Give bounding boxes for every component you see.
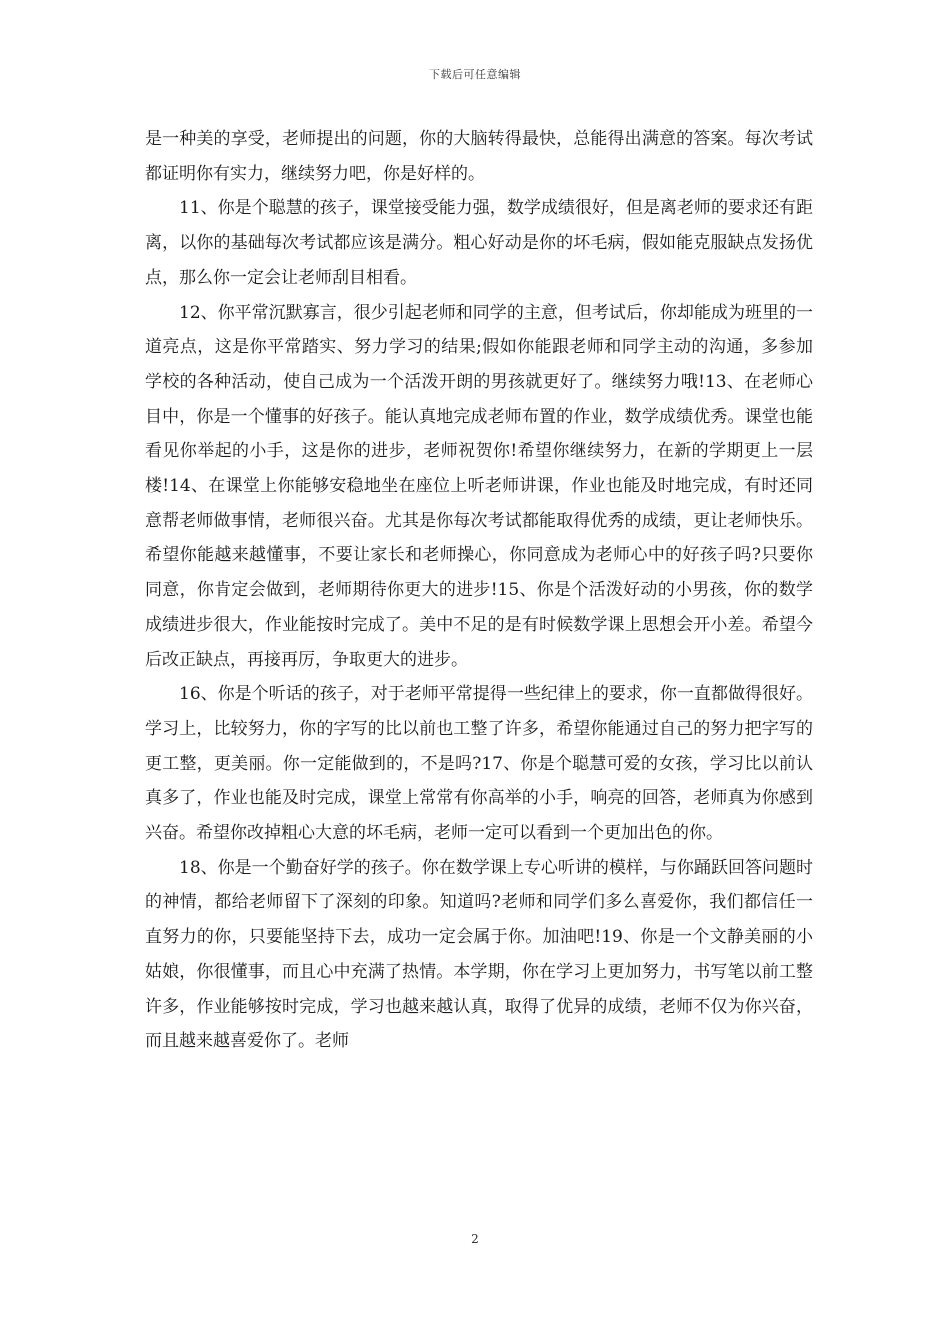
paragraph-comment-11: 11、你是个聪慧的孩子，课堂接受能力强，数学成绩很好，但是离老师的要求还有距离，以你的基础每次考试都应该是满分。粗心好动是你的坏毛病，假如能克服缺点发扬优点，那么你一定会让老师刮目相看。: [145, 198, 813, 288]
paragraph-continuation: 是一种美的享受，老师提出的问题，你的大脑转得最快，总能得出满意的答案。每次考试都证明你有实力，继续努力吧，你是好样的。: [145, 129, 813, 184]
page-number: 2: [471, 1232, 479, 1246]
document-body: [145, 122, 813, 1059]
paragraph-comments-12-15: 12、你平常沉默寡言，很少引起老师和同学的主意，但考试后，你却能成为班里的一道亮点，这是你平常踏实、努力学习的结果;假如你能跟老师和同学主动的沟通，多参加学校的各种活动，使自己成为一个活泼开朗的男孩就更好了。继续努力哦!13、在老师心目中，你是一个懂事的好孩子。能认真地完成老师布置的作业，数学成绩优秀。课堂也能看见你举起的小手，这是你的进步，老师祝贺你!希望你继续努力，在新的学期更上一层楼!14、在课堂上你能够安稳地坐在座位上听老师讲课，作业也能及时地完成，有时还同意帮老师做事情，老师很兴奋。尤其是你每次考试都能取得优秀的成绩，更让老师快乐。希望你能越来越懂事，不要让家长和老师操心，你同意成为老师心中的好孩子吗?只要你同意，你肯定会做到，老师期待你更大的进步!15、你是个活泼好动的小男孩，你的数学成绩进步很大，作业能按时完成了。美中不足的是有时候数学课上思想会开小差。希望今后改正缺点，再接再厉，争取更大的进步。: [145, 302, 813, 670]
paragraph-comments-18-19: 18、你是一个勤奋好学的孩子。你在数学课上专心听讲的模样，与你踊跃回答问题时的神情，都给老师留下了深刻的印象。知道吗?老师和同学们多么喜爱你，我们都信任一直努力的你，只要能坚持下去，成功一定会属于你。加油吧!19、你是一个文静美丽的小姑娘，你很懂事，而且心中充满了热情。本学期，你在学习上更加努力，书写笔以前工整许多，作业能够按时完成，学习也越来越认真，取得了优异的成绩，老师不仅为你兴奋，而且越来越喜爱你了。老师: [145, 857, 813, 1052]
paragraph-comments-16-17: 16、你是个听话的孩子，对于老师平常提得一些纪律上的要求，你一直都做得很好。学习上，比较努力，你的字写的比以前也工整了许多，希望你能通过自己的努力把字写的更工整，更美丽。你一定能做到的，不是吗?17、你是个聪慧可爱的女孩，学习比以前认真多了，作业也能及时完成，课堂上常常有你高举的小手，响亮的回答，老师真为你感到兴奋。希望你改掉粗心大意的坏毛病，老师一定可以看到一个更加出色的你。: [145, 684, 813, 844]
page-header: 下载后可任意编辑: [429, 68, 521, 81]
